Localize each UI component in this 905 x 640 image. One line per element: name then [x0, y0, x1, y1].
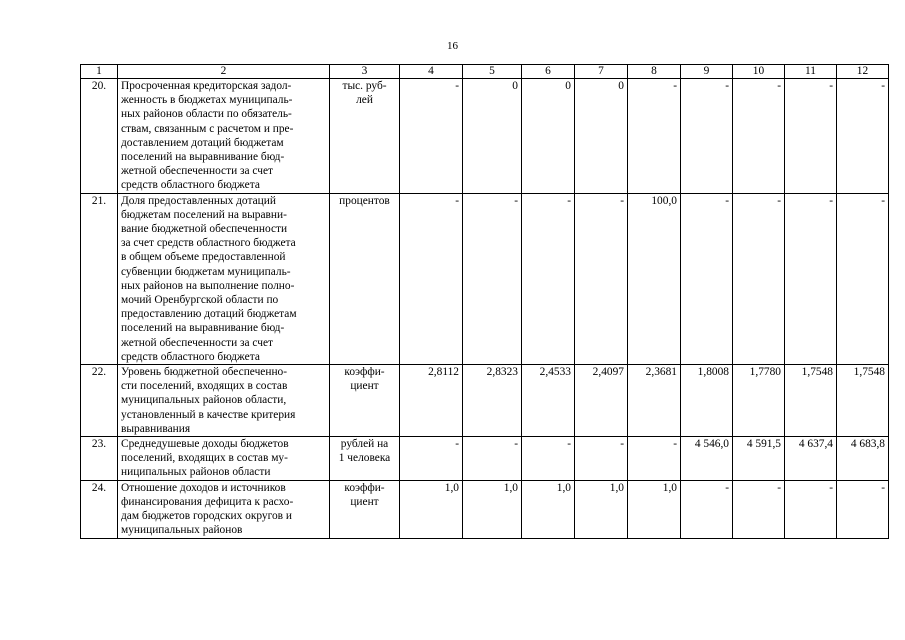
unit-line: лей [356, 94, 373, 107]
indicator-line: Уровень бюджетной обеспеченно- [121, 366, 288, 379]
value-cell: 2,4533 [522, 365, 575, 437]
value-cell: 1,8008 [681, 365, 733, 437]
indicator-line: Просроченная кредиторская задол- [121, 80, 292, 92]
unit-line: коэффи- [344, 366, 385, 379]
value-cell: - [463, 193, 522, 364]
indicator-line: ниципальных районов области [121, 466, 271, 479]
value-cell: - [400, 437, 463, 481]
value-cell: 2,8112 [400, 365, 463, 437]
unit-line: 1 человека [338, 452, 391, 465]
value-cell: - [628, 79, 681, 194]
value-cell: 2,3681 [628, 365, 681, 437]
indicator-line: бюджетам поселений на выравни- [121, 208, 287, 221]
value-cell: 1,0 [400, 480, 463, 538]
row-number: 21. [81, 193, 118, 364]
indicator-cell [118, 193, 330, 364]
value-cell: 1,7780 [733, 365, 785, 437]
indicator-line: муниципальных районов [121, 524, 243, 537]
value-cell: - [400, 193, 463, 364]
unit-cell [330, 79, 400, 194]
value-cell: 4 546,0 [681, 437, 733, 481]
table-row [81, 365, 889, 437]
indicator-line: выравнивания [121, 422, 191, 435]
value-cell: - [733, 480, 785, 538]
table-row [81, 480, 889, 538]
unit-cell [330, 193, 400, 364]
column-header: 10 [733, 65, 785, 79]
column-header: 2 [118, 65, 330, 79]
value-cell: - [837, 193, 889, 364]
value-cell: - [463, 437, 522, 481]
column-header: 11 [785, 65, 837, 79]
indicator-cell [118, 437, 330, 481]
table-row [81, 79, 889, 194]
value-cell: - [400, 79, 463, 194]
column-header: 5 [463, 65, 522, 79]
column-header: 3 [330, 65, 400, 79]
column-header: 9 [681, 65, 733, 79]
value-cell: - [628, 437, 681, 481]
value-cell: 1,0 [575, 480, 628, 538]
value-cell: - [681, 480, 733, 538]
value-cell: - [837, 480, 889, 538]
unit-cell [330, 365, 400, 437]
value-cell: - [681, 193, 733, 364]
unit-line: циент [350, 495, 379, 508]
indicator-line: субвенции бюджетам муниципаль- [121, 265, 291, 278]
value-cell: 1,7548 [837, 365, 889, 437]
indicator-line: жетной обеспеченности за счет [121, 336, 274, 349]
value-cell: - [785, 480, 837, 538]
table-row [81, 193, 889, 364]
column-header: 4 [400, 65, 463, 79]
indicator-line: Отношение доходов и источников [121, 481, 286, 494]
indicator-line: сти поселений, входящих в состав [121, 380, 288, 393]
indicator-line: женность в бюджетах муниципаль- [121, 94, 293, 107]
value-cell: 4 591,5 [733, 437, 785, 481]
unit-cell [330, 480, 400, 538]
value-cell: 1,0 [628, 480, 681, 538]
row-number: 20. [81, 79, 118, 194]
indicator-line: Доля предоставленных дотаций [121, 194, 276, 207]
value-cell: - [575, 437, 628, 481]
indicator-line: поселений на выравнивание бюд- [121, 151, 285, 164]
indicator-cell [118, 365, 330, 437]
indicator-line: поселений, входящих в состав му- [121, 452, 288, 465]
indicator-line: поселений на выравнивание бюд- [121, 322, 285, 335]
indicator-cell [118, 79, 330, 194]
column-header: 6 [522, 65, 575, 79]
indicator-line: дам бюджетов городских округов и [121, 510, 292, 523]
value-cell: 1,0 [522, 480, 575, 538]
value-cell: 0 [575, 79, 628, 194]
value-cell: - [575, 193, 628, 364]
unit-cell [330, 437, 400, 481]
value-cell: - [733, 193, 785, 364]
value-cell: - [785, 193, 837, 364]
unit-line: коэффи- [344, 481, 385, 494]
indicator-line: Среднедушевые доходы бюджетов [121, 438, 289, 451]
value-cell: 1,7548 [785, 365, 837, 437]
column-numbers-row [81, 65, 889, 79]
value-cell: - [837, 79, 889, 194]
value-cell: - [522, 193, 575, 364]
value-cell: - [785, 79, 837, 194]
indicator-line: за счет средств областного бюджета [121, 237, 296, 250]
value-cell: - [733, 79, 785, 194]
value-cell: 4 637,4 [785, 437, 837, 481]
row-number: 24. [81, 480, 118, 538]
table-row [81, 437, 889, 481]
value-cell: 2,4097 [575, 365, 628, 437]
indicators-table [80, 64, 889, 539]
indicator-line: муниципальных районов области, [121, 394, 287, 407]
value-cell: 2,8323 [463, 365, 522, 437]
column-header: 7 [575, 65, 628, 79]
indicator-line: финансирования дефицита к расхо- [121, 495, 294, 508]
indicator-line: ных районов области по обязатель- [121, 108, 292, 121]
value-cell: 0 [463, 79, 522, 194]
value-cell: 0 [522, 79, 575, 194]
row-number: 23. [81, 437, 118, 481]
value-cell: 4 683,8 [837, 437, 889, 481]
value-cell: 100,0 [628, 193, 681, 364]
value-cell: - [681, 79, 733, 194]
indicator-line: средств областного бюджета [121, 350, 260, 363]
page-number: 16 [447, 40, 458, 52]
indicator-line: вание бюджетной обеспеченности [121, 223, 288, 236]
indicator-line: жетной обеспеченности за счет [121, 165, 274, 178]
unit-line: процентов [339, 194, 390, 207]
row-number: 22. [81, 365, 118, 437]
indicator-line: предоставлению дотаций бюджетам [121, 308, 297, 321]
indicator-cell [118, 480, 330, 538]
value-cell: 1,0 [463, 480, 522, 538]
indicator-line: установленный в качестве критерия [121, 408, 296, 421]
indicator-line: ствам, связанным с расчетом и пре- [121, 122, 294, 135]
indicator-line: в общем объеме предоставленной [121, 251, 286, 264]
column-header: 12 [837, 65, 889, 79]
indicator-line: ных районов на выполнение полно- [121, 279, 295, 292]
unit-line: циент [350, 380, 379, 393]
column-header: 1 [81, 65, 118, 79]
indicator-line: доставлением дотаций бюджетам [121, 136, 284, 149]
indicator-line: средств областного бюджета [121, 179, 260, 192]
indicator-line: мочий Оренбургской области по [121, 294, 279, 307]
unit-line: тыс. руб- [342, 80, 387, 92]
unit-line: рублей на [340, 438, 389, 451]
value-cell: - [522, 437, 575, 481]
column-header: 8 [628, 65, 681, 79]
